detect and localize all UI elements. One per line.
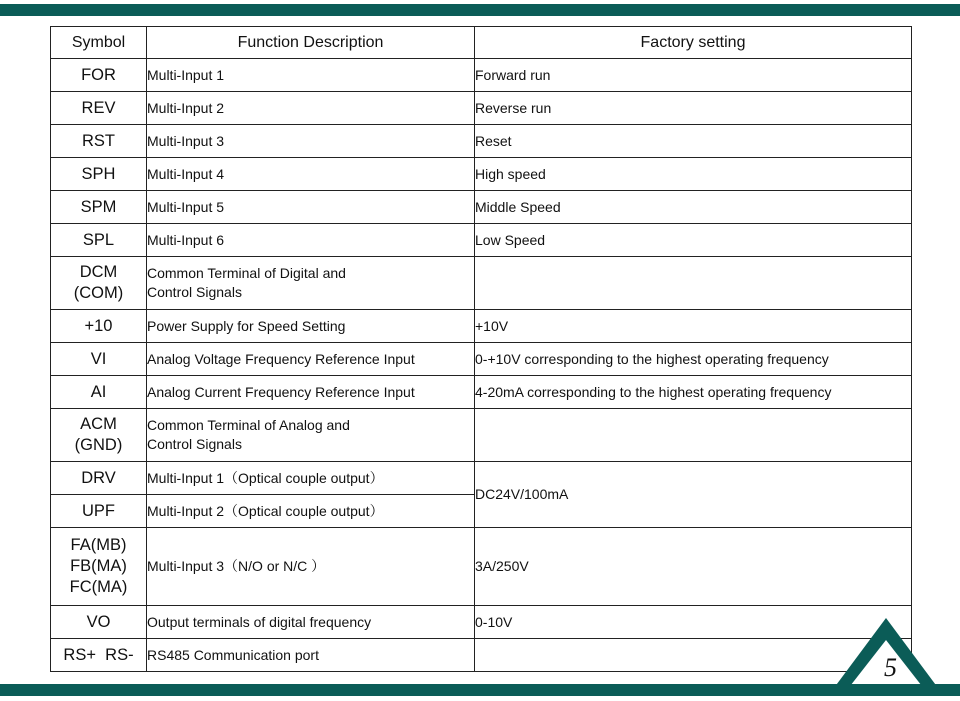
terminal-symbol	[51, 125, 147, 158]
table-row	[51, 257, 912, 310]
terminal-symbol	[51, 343, 147, 376]
function-description	[147, 224, 475, 257]
function-line: Multi-Input 3（N/O or N/C ）	[147, 558, 326, 574]
table-row	[51, 462, 912, 495]
function-description	[147, 158, 475, 191]
factory-setting: 0-10V	[475, 606, 912, 639]
terminal-symbol	[51, 92, 147, 125]
function-line: Control Signals	[147, 284, 242, 300]
factory-setting: 3A/250V	[475, 528, 912, 606]
function-description	[147, 462, 475, 495]
function-description	[147, 409, 475, 462]
function-line: Multi-Input 1	[147, 66, 225, 83]
symbol-line: FOR	[81, 65, 116, 84]
factory-setting: Reverse run	[475, 92, 912, 125]
terminal-table	[50, 26, 912, 672]
symbol-line: SPM	[80, 197, 117, 216]
table-row	[51, 376, 912, 409]
table-row	[51, 59, 912, 92]
function-description	[147, 639, 475, 672]
function-line: Control Signals	[147, 436, 242, 452]
function-description	[147, 528, 475, 606]
symbol-line: DCM	[79, 263, 118, 281]
terminal-symbol	[51, 409, 147, 462]
factory-setting: +10V	[475, 310, 912, 343]
function-description	[147, 495, 475, 528]
function-line: Multi-Input 1（Optical couple output）	[147, 469, 384, 486]
function-description	[147, 257, 475, 310]
terminal-symbol	[51, 191, 147, 224]
factory-setting: 0-+10V corresponding to the highest operating frequency	[475, 343, 912, 376]
header-symbol: Symbol	[51, 27, 147, 59]
terminal-symbol	[51, 257, 147, 310]
symbol-line: UPF	[82, 501, 115, 520]
function-line: Multi-Input 6	[147, 231, 225, 248]
terminal-symbol	[51, 59, 147, 92]
terminal-symbol	[51, 158, 147, 191]
function-line: Multi-Input 3	[147, 132, 225, 149]
table-row	[51, 409, 912, 462]
function-description	[147, 191, 475, 224]
terminal-symbol	[51, 495, 147, 528]
function-line: Multi-Input 5	[147, 198, 225, 215]
function-description	[147, 125, 475, 158]
table-row	[51, 191, 912, 224]
function-line: Common Terminal of Analog and	[147, 417, 350, 433]
symbol-line: RS+ RS-	[63, 645, 134, 664]
table-row	[51, 310, 912, 343]
header-factory-setting: Factory setting	[475, 27, 912, 59]
terminal-symbol	[51, 224, 147, 257]
symbol-line: RST	[82, 131, 115, 150]
table-row	[51, 343, 912, 376]
table-header-row	[51, 27, 912, 59]
factory-setting: Reset	[475, 125, 912, 158]
symbol-line: REV	[81, 98, 116, 117]
terminal-symbol	[51, 376, 147, 409]
factory-setting	[475, 257, 912, 310]
symbol-line: AI	[90, 382, 107, 401]
function-description	[147, 376, 475, 409]
function-line: Analog Current Frequency Reference Input	[147, 383, 415, 400]
top-band	[0, 4, 960, 16]
table-row	[51, 125, 912, 158]
factory-setting: DC24V/100mA	[475, 462, 912, 528]
function-description	[147, 59, 475, 92]
function-description	[147, 92, 475, 125]
terminal-symbol	[51, 639, 147, 672]
table-row	[51, 606, 912, 639]
function-line: Analog Voltage Frequency Reference Input	[147, 350, 415, 367]
function-line: Common Terminal of Digital and	[147, 265, 346, 281]
table-row	[51, 528, 912, 606]
header-function-description: Function Description	[147, 27, 475, 59]
table-row	[51, 639, 912, 672]
function-description	[147, 606, 475, 639]
logo-glyph: 5	[884, 653, 897, 682]
symbol-line: (GND)	[74, 436, 123, 454]
terminal-symbol	[51, 606, 147, 639]
function-line: Multi-Input 4	[147, 165, 225, 182]
bottom-band	[0, 684, 960, 696]
symbol-line: ACM	[80, 415, 117, 433]
factory-setting: 4-20mA corresponding to the highest operating frequency	[475, 376, 912, 409]
symbol-line: FA(MB)	[70, 536, 127, 554]
symbol-line: +10	[84, 316, 113, 335]
table-row	[51, 158, 912, 191]
symbol-line: SPH	[81, 164, 116, 183]
factory-setting: Low Speed	[475, 224, 912, 257]
table-row	[51, 224, 912, 257]
function-line: Multi-Input 2（Optical couple output）	[147, 502, 384, 519]
function-description	[147, 310, 475, 343]
function-line: Output terminals of digital frequency	[147, 613, 372, 630]
terminal-symbol	[51, 528, 147, 606]
function-line: Power Supply for Speed Setting	[147, 317, 346, 334]
symbol-line: DRV	[81, 468, 116, 487]
factory-setting: High speed	[475, 158, 912, 191]
symbol-line: FC(MA)	[69, 578, 128, 596]
terminal-symbol	[51, 310, 147, 343]
factory-setting: Middle Speed	[475, 191, 912, 224]
function-description	[147, 343, 475, 376]
factory-setting: Forward run	[475, 59, 912, 92]
symbol-line: FB(MA)	[70, 557, 127, 575]
table-row	[51, 92, 912, 125]
symbol-line: SPL	[82, 230, 115, 249]
function-line: Multi-Input 2	[147, 99, 225, 116]
factory-setting	[475, 409, 912, 462]
function-line: RS485 Communication port	[147, 646, 319, 663]
terminal-symbol	[51, 462, 147, 495]
symbol-line: (COM)	[73, 284, 124, 302]
symbol-line: VO	[86, 612, 111, 631]
symbol-line: VI	[90, 349, 107, 368]
